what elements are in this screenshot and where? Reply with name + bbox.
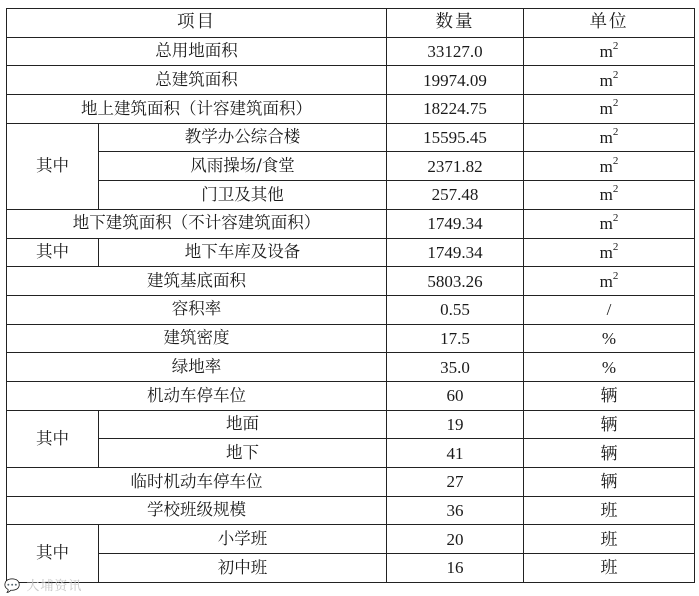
group-label: 其中 [7,238,99,267]
row-value: 36 [387,496,524,525]
row-value: 27 [387,468,524,497]
row-unit: 辆 [524,381,695,410]
row-value: 41 [387,439,524,468]
row-value: 1749.34 [387,238,524,267]
row-label: 教学办公综合楼 [99,123,387,152]
row-label: 地下 [99,439,387,468]
group-label: 其中 [7,525,99,582]
chat-bubble-icon: 💬 [4,579,22,594]
table-row [7,353,695,382]
row-label: 建筑密度 [7,324,387,353]
table-row [7,295,695,324]
row-value: 17.5 [387,324,524,353]
row-value: 1749.34 [387,209,524,238]
row-unit: $m^2$ [524,152,695,181]
row-value: 257.48 [387,181,524,210]
row-label: 总用地面积 [7,37,387,66]
row-label: 总建筑面积 [7,66,387,95]
row-unit: $m^2$ [524,267,695,296]
row-unit: $m^2$ [524,37,695,66]
watermark [4,575,82,594]
row-value: 19 [387,410,524,439]
group-label: 其中 [7,123,99,209]
group-label: 其中 [7,410,99,467]
row-value: 2371.82 [387,152,524,181]
row-label: 地上建筑面积（计容建筑面积） [7,95,387,124]
row-value: 5803.26 [387,267,524,296]
row-unit: 班 [524,496,695,525]
table-row [7,181,695,210]
table-row [7,37,695,66]
row-value: 18224.75 [387,95,524,124]
row-unit: $m^2$ [524,95,695,124]
table-row [7,238,695,267]
row-unit: $m^2$ [524,238,695,267]
table-row [7,209,695,238]
row-value: 33127.0 [387,37,524,66]
header-item: 项目 [7,9,387,38]
row-unit: 辆 [524,410,695,439]
row-label: 临时机动车停车位 [7,468,387,497]
row-label: 初中班 [99,554,387,583]
row-unit: $m^2$ [524,181,695,210]
row-value: 19974.09 [387,66,524,95]
row-label: 建筑基底面积 [7,267,387,296]
table-row [7,381,695,410]
row-value: 35.0 [387,353,524,382]
planning-indicators-table [6,8,695,583]
table-row [7,152,695,181]
row-value: 16 [387,554,524,583]
row-label: 学校班级规模 [7,496,387,525]
table-row [7,439,695,468]
table-row [7,95,695,124]
table-row [7,123,695,152]
header-unit: 单位 [524,9,695,38]
row-label: 地下车库及设备 [99,238,387,267]
row-label: 小学班 [99,525,387,554]
row-unit: 班 [524,554,695,583]
table-row [7,66,695,95]
header-row [7,9,695,38]
row-label: 地下建筑面积（不计容建筑面积） [7,209,387,238]
row-label: 绿地率 [7,353,387,382]
row-label: 门卫及其他 [99,181,387,210]
row-label: 风雨操场/食堂 [99,152,387,181]
row-label: 地面 [99,410,387,439]
row-value: 15595.45 [387,123,524,152]
table-row [7,525,695,554]
table-row [7,496,695,525]
row-unit: / [524,295,695,324]
table-row [7,324,695,353]
row-unit: % [524,353,695,382]
header-quantity: 数量 [387,9,524,38]
table-row [7,468,695,497]
table-row [7,267,695,296]
row-unit: $m^2$ [524,123,695,152]
row-unit: $m^2$ [524,209,695,238]
row-value: 0.55 [387,295,524,324]
table-row [7,554,695,583]
row-value: 20 [387,525,524,554]
row-unit: $m^2$ [524,66,695,95]
table-row [7,410,695,439]
row-unit: 辆 [524,439,695,468]
row-label: 容积率 [7,295,387,324]
row-value: 60 [387,381,524,410]
row-unit: % [524,324,695,353]
row-label: 机动车停车位 [7,381,387,410]
row-unit: 辆 [524,468,695,497]
row-unit: 班 [524,525,695,554]
watermark-text: 大埔资讯 [26,579,83,594]
